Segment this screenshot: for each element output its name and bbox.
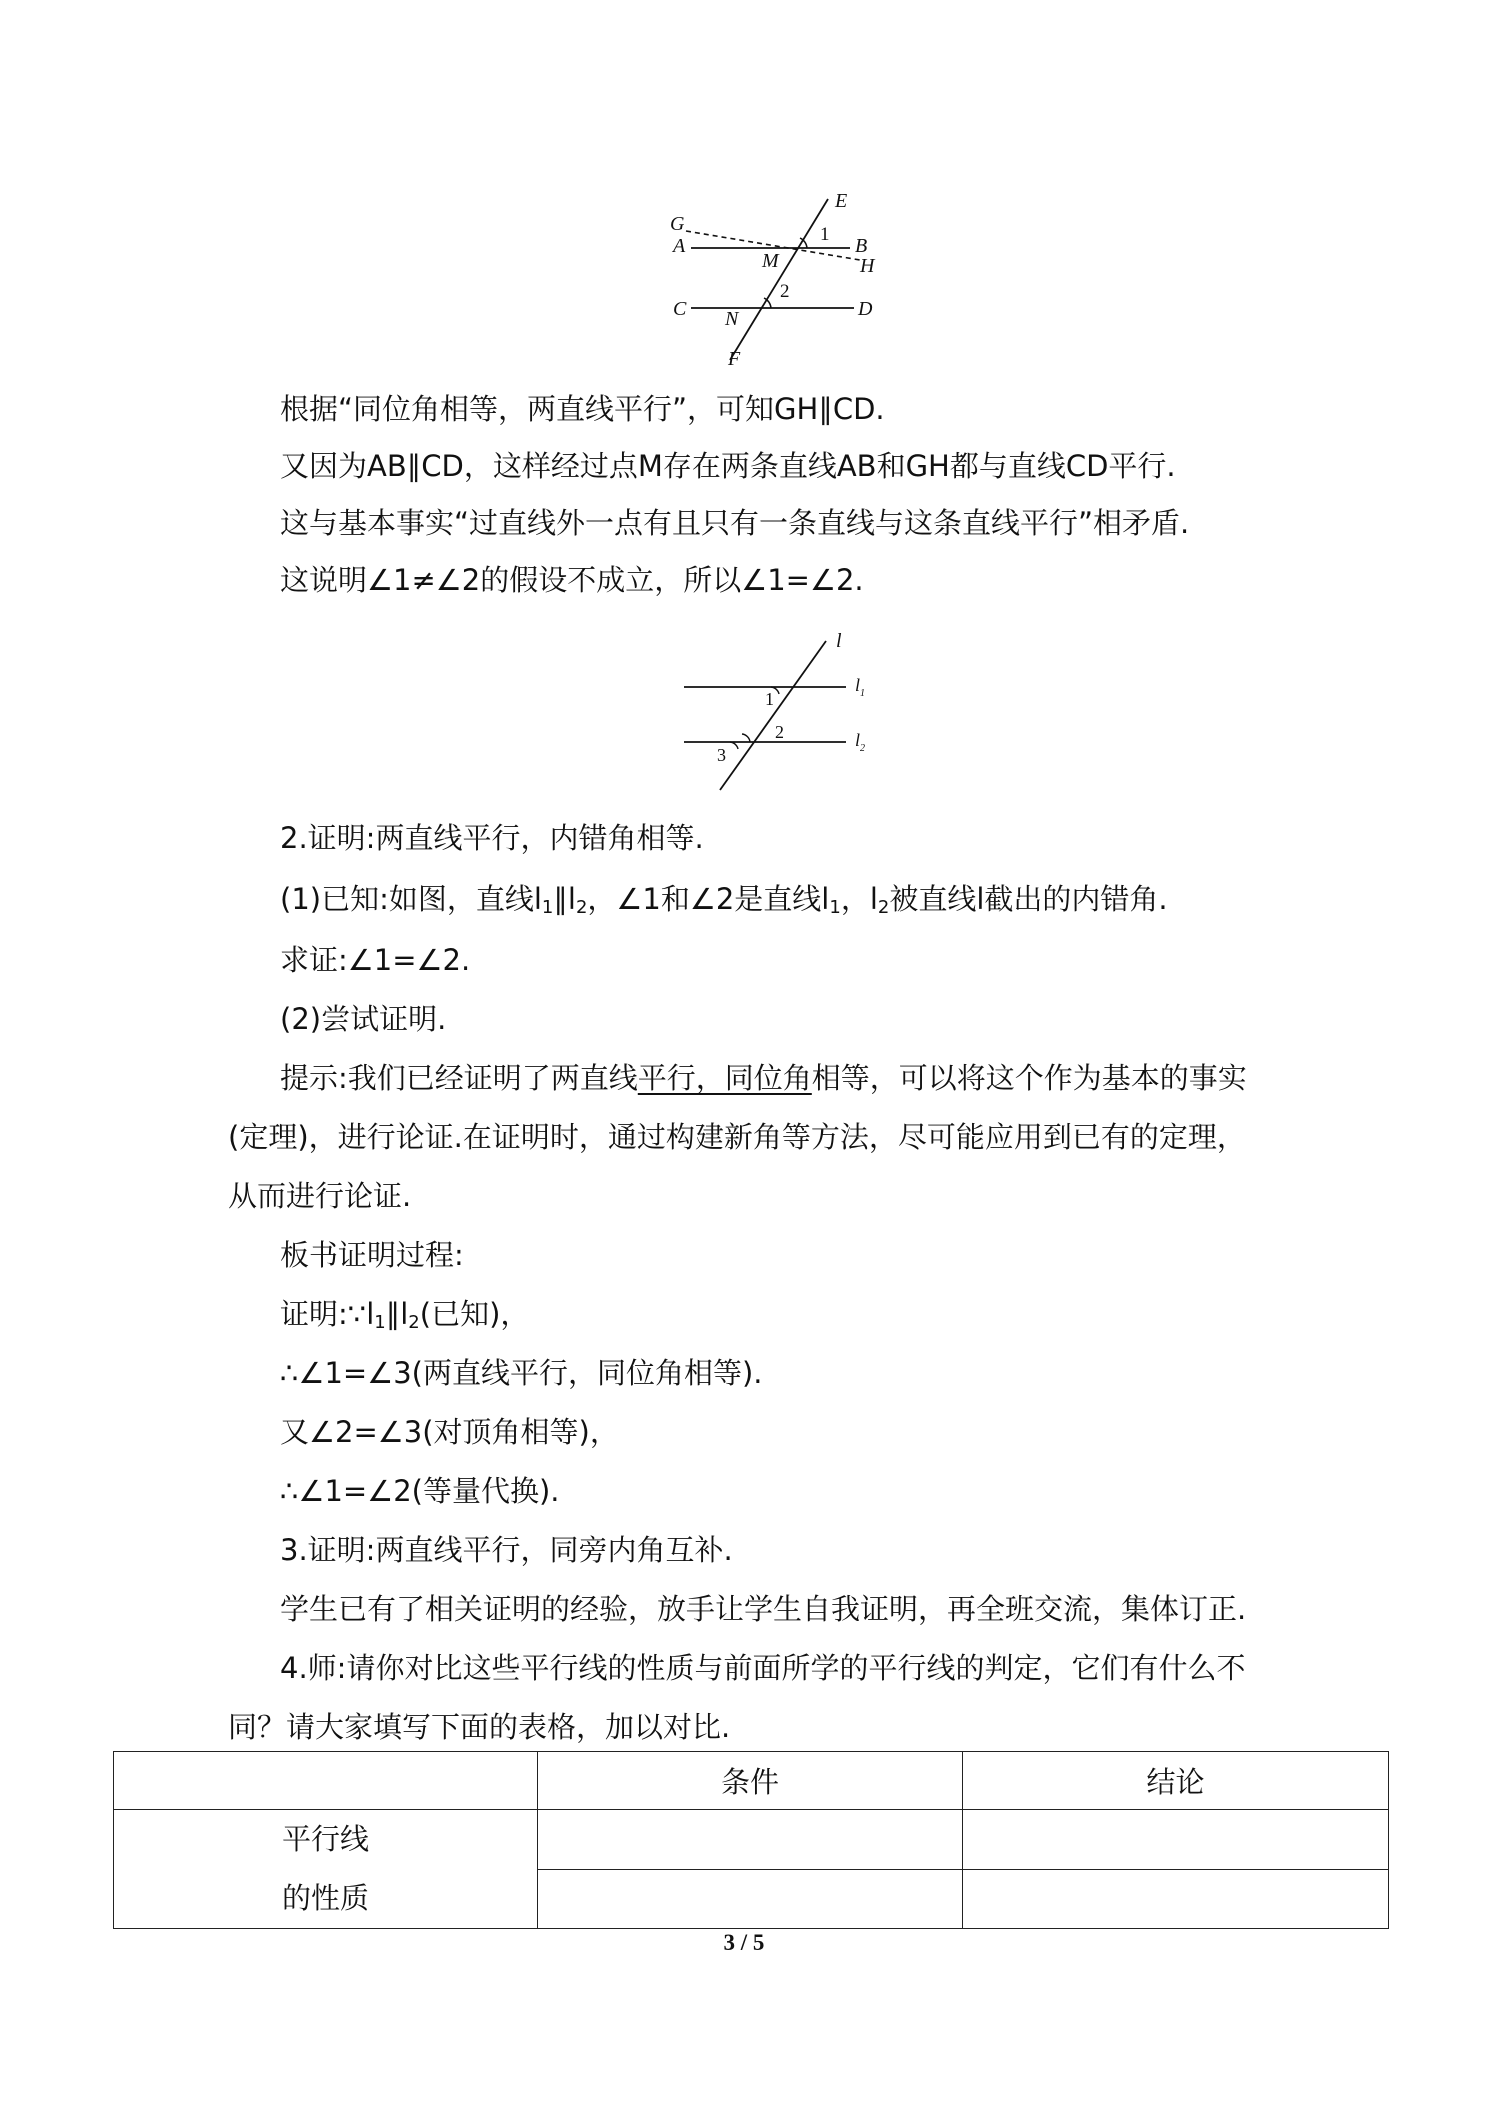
figure-alternate-interior-angles: [670, 625, 900, 800]
proof2-try: (2)尝试证明.: [280, 1002, 447, 1036]
label-a: A: [673, 235, 686, 257]
proof2-step1: 证明$:\because l_1\parallel l_2$(已知)，: [280, 1297, 530, 1333]
item4-line1: 4.师:请你对比这些平行线的性质与前面所学的平行线的判定，它们有什么不: [280, 1651, 1246, 1685]
para-contradiction: 这与基本事实“过直线外一点有且只有一条直线与这条直线平行”相矛盾.: [280, 506, 1190, 540]
label-angle-1: 1: [820, 224, 830, 245]
table-header-conclusion: 结论: [963, 1752, 1389, 1810]
item4-line2: 同？请大家填写下面的表格，加以对比.: [228, 1710, 731, 1744]
proof2-hint-line3: 从而进行论证.: [228, 1179, 412, 1213]
table-cell-conclusion-1: [963, 1810, 1389, 1870]
table-header-empty: [114, 1752, 538, 1810]
label-l1: $l_1$: [855, 675, 866, 699]
line-ef: [730, 199, 828, 360]
table-cell-condition-1: [538, 1810, 963, 1870]
table-header-condition: 条件: [538, 1752, 963, 1810]
angle-3-arc: [730, 742, 738, 749]
label-f: F: [728, 348, 741, 370]
label-c: C: [673, 298, 687, 320]
label-d: D: [858, 298, 873, 320]
row-label-line1: 平行线: [281, 1822, 369, 1856]
label-angle-1: 1: [765, 689, 774, 709]
line-l-transversal: [720, 641, 826, 790]
table-row-label: [114, 1810, 538, 1929]
para-two-lines-through-m: 又因为AB∥CD，这样经过点M存在两条直线AB和GH都与直线CD平行.: [280, 449, 1176, 483]
label-h: H: [860, 255, 875, 277]
proof2-step4: ∴∠1=∠2(等量代换).: [280, 1474, 560, 1508]
proof2-title: 2.证明:两直线平行，内错角相等.: [280, 821, 704, 855]
label-angle-2: 2: [780, 281, 790, 302]
proof3-text: 学生已有了相关证明的经验，放手让学生自我证明，再全班交流，集体订正.: [280, 1592, 1247, 1626]
comparison-table: [113, 1751, 1389, 1929]
label-l2: $l_2$: [855, 730, 866, 754]
label-angle-2: 2: [775, 722, 784, 742]
table-cell-condition-2: [538, 1869, 963, 1929]
label-l: l: [836, 630, 842, 652]
row-label-line2: 的性质: [281, 1881, 369, 1915]
label-g: G: [670, 213, 685, 235]
label-angle-3: 3: [717, 745, 726, 765]
para-gh-parallel-cd: 根据“同位角相等，两直线平行”，可知GH∥CD.: [280, 392, 885, 426]
label-n: N: [725, 308, 739, 330]
proof2-step2: ∴∠1=∠3(两直线平行，同位角相等).: [280, 1356, 763, 1390]
proof2-hint-line2: (定理)，进行论证.在证明时，通过构建新角等方法，尽可能应用到已有的定理，: [228, 1120, 1246, 1154]
label-m: M: [762, 250, 779, 272]
page-number: 3 / 5: [723, 1930, 765, 1955]
proof2-board-title: 板书证明过程:: [280, 1238, 464, 1272]
proof2-prove: 求证:∠1=∠2.: [280, 943, 471, 977]
label-e: E: [835, 190, 848, 212]
table-cell-conclusion-2: [963, 1869, 1389, 1929]
proof2-given: (1)已知:如图，直线$l_1\parallel l_2$，∠1和∠2是直线$l_1$，$l_2$被直线l截出的内错角.: [280, 882, 1168, 918]
label-b: B: [855, 235, 868, 257]
para-conclusion: 这说明∠1≠∠2的假设不成立，所以∠1=∠2.: [280, 563, 864, 597]
angle-2-arc: [742, 734, 750, 742]
proof2-hint: 提示:我们已经证明了两直线平行，同位角相等，可以将这个作为基本的事实: [280, 1061, 1247, 1095]
proof2-step3: 又∠2=∠3(对顶角相等)，: [280, 1415, 619, 1449]
figure-parallel-lines-contradiction: [660, 185, 900, 375]
proof3-title: 3.证明:两直线平行，同旁内角互补.: [280, 1533, 733, 1567]
